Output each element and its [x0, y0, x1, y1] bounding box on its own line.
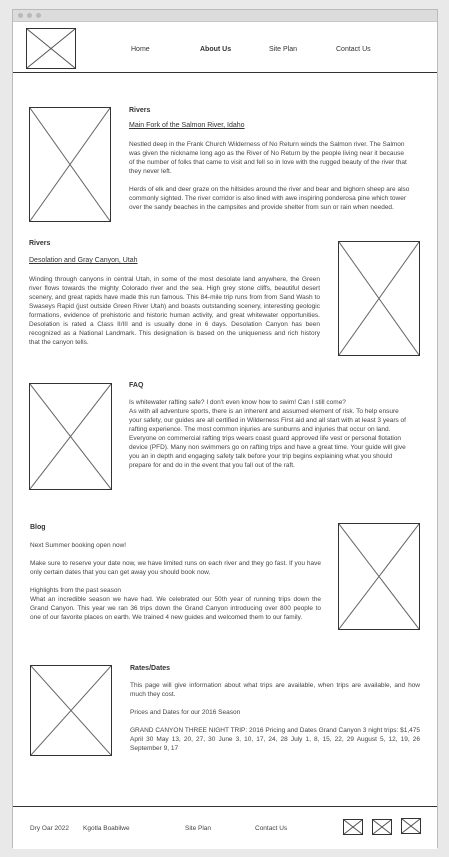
site-header	[13, 23, 437, 73]
rates-title: Rates/Dates	[130, 665, 171, 672]
faq-text	[129, 398, 413, 470]
blog-text	[30, 541, 321, 622]
window-dot-icon	[18, 13, 23, 18]
social-icon[interactable]	[343, 819, 363, 835]
logo-placeholder-icon[interactable]	[26, 28, 76, 69]
blog-image-placeholder	[338, 523, 420, 630]
footer-author: Kgotla Boabilwe	[83, 825, 130, 832]
rivers-salmon-image-placeholder	[29, 107, 111, 222]
blog-paragraph-2: What an incredible season we have had. We celebrated our 50th year of running trips down the Grand Canyon. This year we ran 36 trips down the Grand Canyon introducing over 800 people to one of our favorite places on earth. We trained 4 new guides and welcomed them to our family.	[30, 596, 321, 621]
blog-paragraph-1: Make sure to reserve your date now, we have limited runs on each river and they go fast. If you have only certain dates that you can get away you should book now.	[30, 560, 321, 576]
rivers-salmon-paragraph-2: Herds of elk and deer graze on the hillsides around the river and bear and bighorn sheep are also commonly sighted. The river corridor is also lined with awe inspiring ponderosa pine which tower over the sandy beaches in the campsites and provide shelter from sun or rain when needed.	[129, 186, 410, 211]
rivers-salmon-text	[129, 140, 411, 212]
footer-site-plan-link[interactable]: Site Plan	[185, 825, 212, 832]
window-dot-icon	[36, 13, 41, 18]
window-dot-icon	[27, 13, 32, 18]
rates-paragraph-3: GRAND CANYON THREE NIGHT TRIP: 2016 Pricing and Dates Grand Canyon 3 night trips: $1,475 April 30 May 13, 20, 27, 30 June 3, 10, 17, 24, 28 July 1, 8, 15, 22, 29 August 5, 12, 19, 26 September 9, 17	[130, 727, 420, 752]
rates-image-placeholder	[30, 665, 112, 756]
nav-site-plan-link[interactable]: Site Plan	[269, 46, 298, 53]
rates-paragraph-2: Prices and Dates for our 2016 Season	[130, 709, 241, 716]
page-frame	[12, 9, 438, 848]
blog-title: Blog	[30, 524, 46, 531]
social-icon[interactable]	[372, 819, 392, 835]
footer-copyright: Dry Oar 2022	[30, 825, 70, 832]
site-footer	[13, 806, 437, 849]
blog-highlights-title: Highlights from the past season	[30, 587, 122, 594]
faq-question: Is whitewater rafting safe? I don't even know how to swim! Can I still come?	[129, 399, 346, 406]
rivers-salmon-paragraph-1: Nestled deep in the Frank Church Wilderness of No Return winds the Salmon river. The Salmon was given the nickname long ago as the River of No Return by the people living near it because of the number of folks that came to visit and fell so in love with the rugged beauty of the river that they never left.	[129, 141, 407, 175]
nav-about-link[interactable]: About Us	[200, 46, 232, 53]
faq-image-placeholder	[29, 383, 112, 490]
rivers-desolation-image-placeholder	[338, 241, 420, 356]
rivers-desolation-title: Rivers	[29, 240, 51, 247]
faq-answer-2: Everyone on commercial rafting trips wears coast guard approved life vest or personal flotation device (PFD). Many non swimmers go on rafting trips and have a great time. Your guide will give you an in depth and engaging safety talk before your trip begins explaining what you should prepare for and do in the event that you fall out of the raft.	[129, 435, 406, 469]
nav-contact-link[interactable]: Contact Us	[336, 46, 371, 53]
rivers-salmon-subtitle[interactable]: Main Fork of the Salmon River, Idaho	[129, 122, 245, 129]
rivers-desolation-text: Winding through canyons in central Utah, in some of the most desolate land anywhere, the Green river flows towards the mighty Colorado river and the sea. High grey stone cliffs, beautiful desert scenery, and great rapids have made this run famous. This 84-mile trip runs from from Sand Wash to Swaseys Rapid (just outside Green River Utah) and boasts outstanding scenery, interesting geologic formations, evidence of prehistoric and historic human activity, and great whitewater opportunities. Desolation is rated a Class II/III and is usually done in 6 days. Desolation Canyon has been recognized as a National Landmark. This designation is based on the uniqueness and rich history that the canyon tells.	[29, 276, 320, 346]
rates-paragraph-1: This page will give information about what trips are available, when trips are available, and how much they cost.	[130, 682, 420, 698]
rivers-salmon-title: Rivers	[129, 107, 151, 114]
blog-headline: Next Summer booking open now!	[30, 542, 127, 549]
rates-text	[130, 681, 420, 753]
faq-title: FAQ	[129, 382, 144, 389]
rivers-desolation-subtitle[interactable]: Desolation and Gray Canyon, Utah	[29, 257, 138, 264]
nav-home-link[interactable]: Home	[131, 46, 150, 53]
window-chrome	[13, 10, 437, 22]
footer-contact-link[interactable]: Contact Us	[255, 825, 288, 832]
social-icon[interactable]	[401, 818, 421, 834]
faq-answer-1: As with all adventure sports, there is an inherent and assumed element of risk. To help ensure your safety, our guides are all certified in Wilderness First aid and all start with at least 3 years of rafting experience. The most common injuries are sunburns and injuries that occur on land.	[129, 408, 406, 433]
